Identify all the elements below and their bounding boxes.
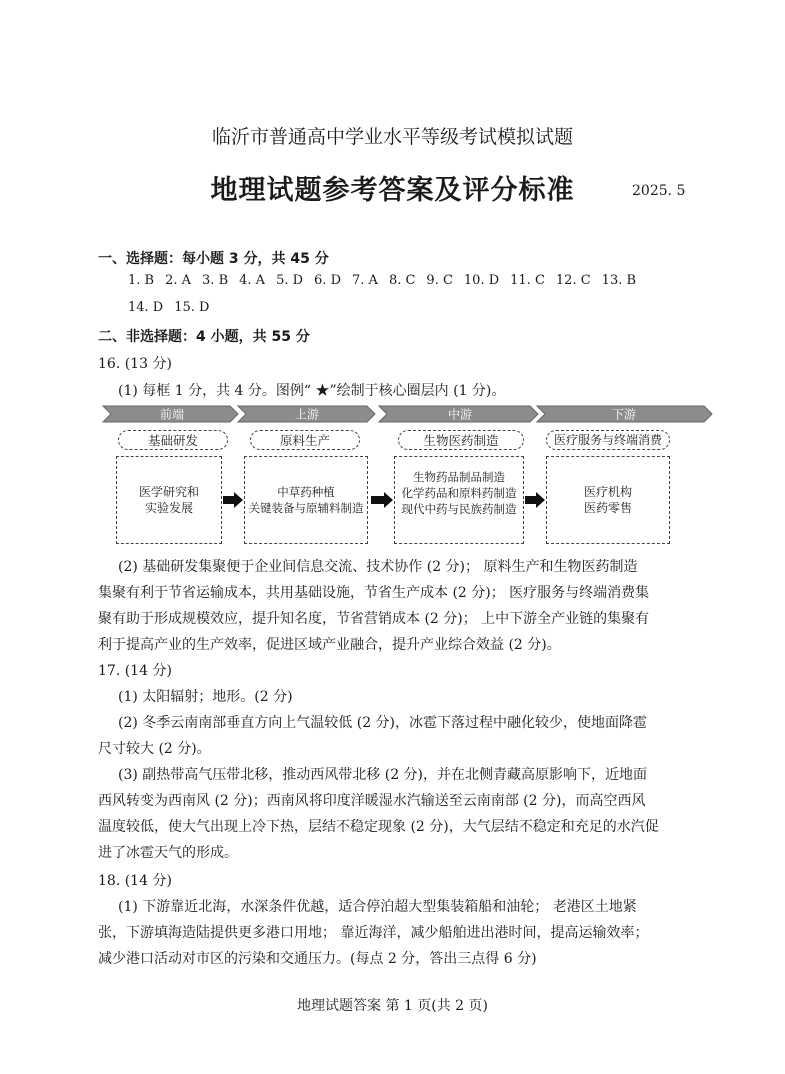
question-16-number: 16. (13 分) (98, 356, 172, 372)
question-17-part3-line: (3) 副热带高气压带北移，推动西风带北移 (2 分)，并在北侧青藏高原影响下，近地面 (118, 767, 648, 783)
label-manufacturing: 生物医药制造 (423, 433, 499, 448)
question-17-number: 17. (14 分) (98, 663, 172, 679)
question-18-part1-line: 张，下游填海造陆提供更多港口用地； 靠近海洋，减少船舶进出港时间，提高运输效率； (98, 925, 649, 941)
stage-label-front: 前端 (159, 407, 185, 422)
content-raw-material (242, 484, 370, 516)
question-17-part3-line: 温度较低，使大气出现上冷下热，层结不稳定现象 (2 分)，大气层结不稳定和充足的水汽促 (98, 819, 659, 835)
content-line: 生物药品制品制造 (413, 470, 505, 484)
content-medical-service (546, 484, 670, 516)
stage-label-midstream: 中游 (447, 407, 473, 422)
stage-label-downstream: 下游 (611, 407, 637, 422)
stage-label-upstream: 上游 (294, 407, 320, 422)
section-heading-choice: 一、选择题：每小题 3 分，共 45 分 (98, 251, 329, 267)
answer-item: 13. B (601, 273, 637, 288)
flow-arrow-icon (370, 492, 394, 508)
content-line: 医学研究和 (138, 485, 199, 499)
content-line: 医药零售 (583, 501, 632, 515)
question-17-part3-line: 西风转变为西南风 (2 分)；西南风将印度洋暖湿水汽输送至云南南部 (2 分)，而高空西风 (98, 793, 646, 809)
question-18-part1-line: (1) 下游靠近北海，水深条件优越，适合停泊超大型集装箱船和油轮； 老港区土地紧 (118, 899, 637, 915)
question-17-part3-line: 进了冰雹天气的形成。 (98, 845, 238, 861)
answer-item: 7. A (352, 273, 378, 288)
content-line: 化学药品和原料药制造 (401, 486, 517, 500)
answer-item: 9. C (426, 273, 453, 288)
flow-arrow-icon (524, 492, 546, 508)
answer-item: 4. A (239, 273, 266, 288)
exam-series-title: 临沂市普通高中学业水平等级考试模拟试题 (211, 126, 573, 148)
answer-item: 3. B (202, 273, 229, 288)
content-research (116, 484, 222, 516)
content-line: 中草药种植 (277, 485, 335, 499)
page-footer: 地理试题答案 第 1 页(共 2 页) (297, 998, 488, 1014)
answer-item: 11. C (510, 273, 545, 288)
stage-arrows (100, 404, 715, 424)
answer-item: 1. B (128, 273, 155, 288)
content-line: 实验发展 (144, 501, 193, 515)
content-line: 关键装备与原辅料制造 (248, 501, 364, 515)
label-raw-material: 原料生产 (279, 433, 330, 448)
question-16-part2-line: 聚有助于形成规模效应，提升知名度，节省营销成本 (2 分)； 上中下游全产业链的集聚有 (98, 611, 650, 627)
content-line: 现代中药与民族药制造 (401, 502, 517, 516)
answer-item: 5. D (276, 273, 304, 288)
answer-item: 12. C (555, 273, 591, 288)
question-18-part1-line: 减少港口活动对市区的污染和交通压力。(每点 2 分，答出三点得 6 分) (98, 951, 537, 967)
label-research: 基础研发 (147, 433, 198, 448)
answer-item: 15. D (174, 300, 210, 315)
answer-item: 6. D (314, 273, 341, 288)
answer-item: 14. D (128, 300, 164, 315)
question-18-number: 18. (14 分) (98, 873, 172, 889)
question-17-part2-line: 尺寸较大 (2 分)。 (98, 741, 211, 757)
page-title: 地理试题参考答案及评分标准 (210, 175, 575, 206)
answer-item: 2. A (165, 273, 192, 288)
label-medical-service: 医疗服务与终端消费 (553, 433, 662, 447)
question-16-part2-line: 利于提高产业的生产效率，促进区域产业融合，提升产业综合效益 (2 分)。 (98, 637, 561, 653)
question-16-part1: (1) 每框 1 分，共 4 分。图例“ ★”绘制于核心圈层内 (1 分)。 (118, 383, 506, 399)
question-16-part2-line: (2) 基础研发集聚便于企业间信息交流、技术协作 (2 分)； 原料生产和生物医药制造 (118, 559, 638, 575)
answer-item: 10. D (463, 273, 500, 288)
answers-row-1 (128, 273, 647, 288)
answer-item: 8. C (388, 273, 416, 288)
question-16-part2-line: 集聚有利于节省运输成本，共用基础设施，节省生产成本 (2 分)； 医疗服务与终端消费集 (98, 585, 650, 601)
content-manufacturing (392, 469, 526, 517)
section-heading-nonchoice: 二、非选择题：4 小题，共 55 分 (98, 329, 310, 345)
question-17-part2-line: (2) 冬季云南南部垂直方向上气温较低 (2 分)，冰雹下落过程中融化较少，使地面降雹 (118, 715, 648, 731)
exam-date: 2025. 5 (632, 183, 686, 199)
flow-arrow-icon (222, 492, 244, 508)
answers-row-2 (128, 300, 220, 315)
question-17-part1: (1) 太阳辐射；地形。(2 分) (118, 689, 293, 705)
content-line: 医疗机构 (583, 485, 632, 499)
